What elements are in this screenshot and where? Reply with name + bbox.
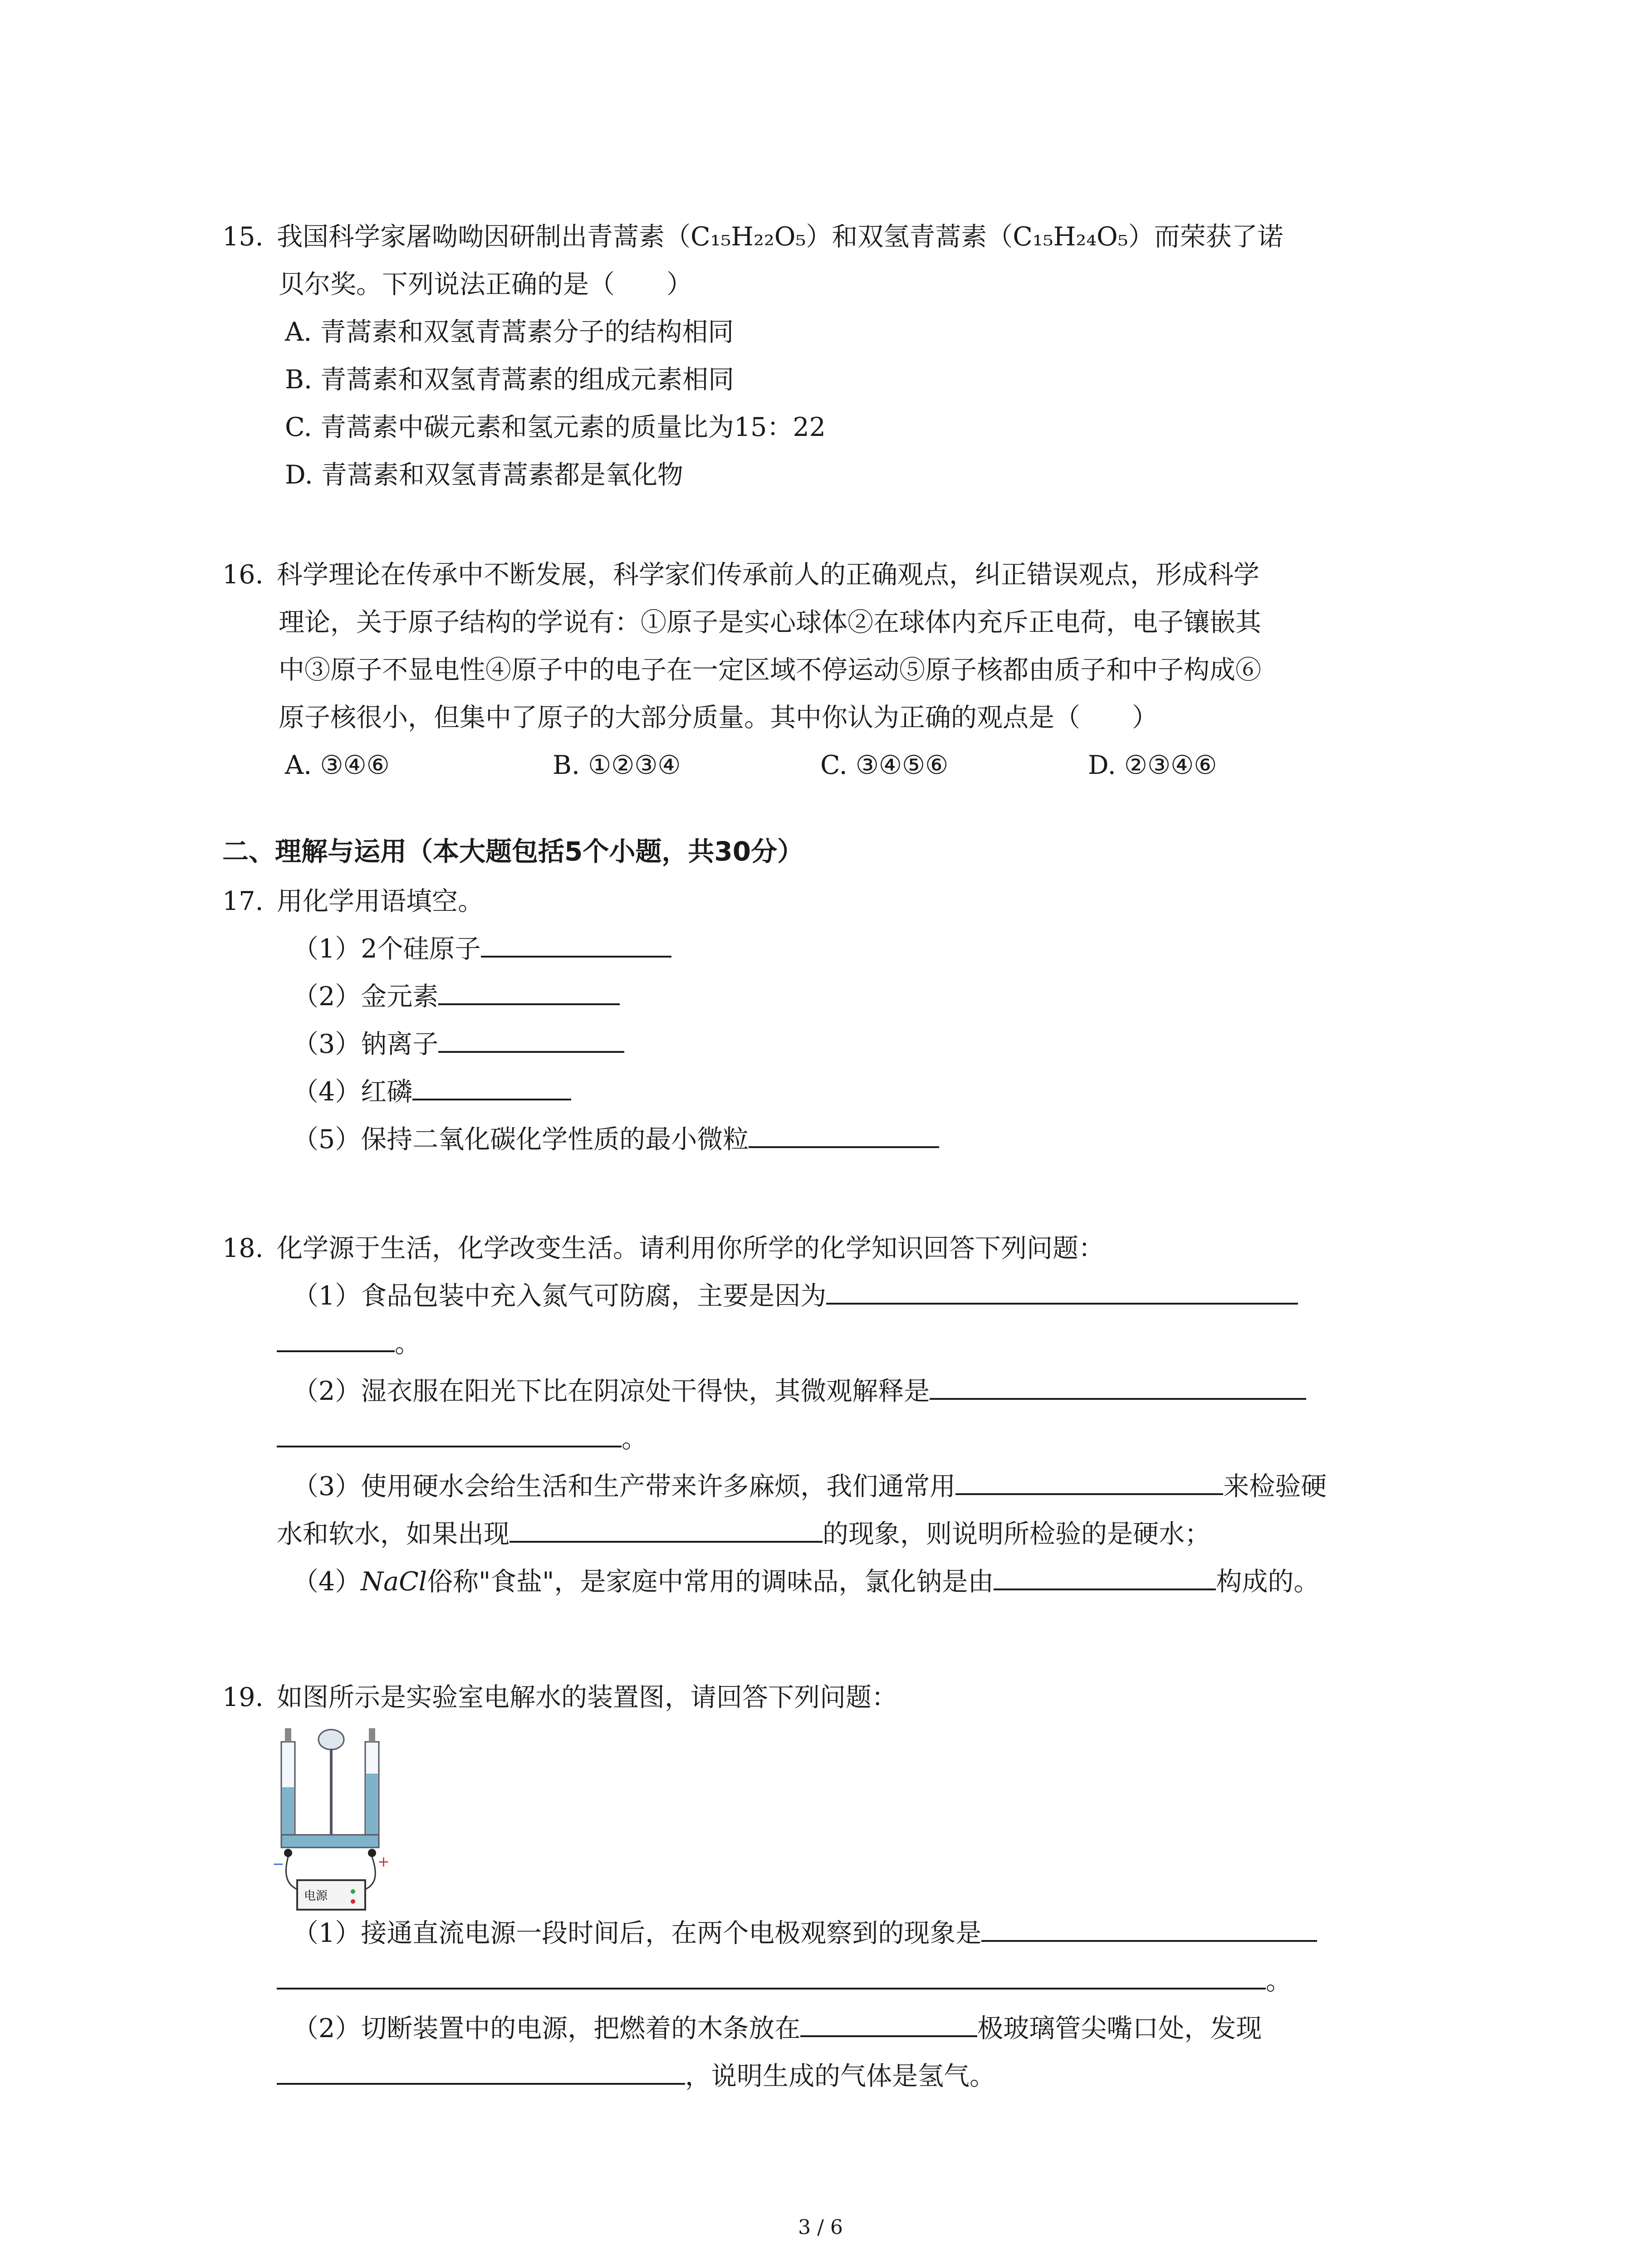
q16-number: 16. bbox=[222, 560, 264, 590]
q19-part-1-end: 。 bbox=[1266, 1966, 1292, 1996]
q18-part-3d: 的现象，则说明所检验的是硬水； bbox=[823, 1519, 1210, 1549]
q18-part-3a: （3）使用硬水会给生活和生产带来许多麻烦，我们通常用 bbox=[293, 1471, 956, 1501]
section-heading: 二、理解与运用（本大题包括5个小题，共30分） bbox=[222, 836, 804, 867]
q17-item-4: （4）红磷 bbox=[293, 1077, 413, 1107]
power-indicator-red bbox=[351, 1899, 355, 1904]
right-stopcock bbox=[369, 1728, 375, 1742]
q19-answer-blank-2b[interactable] bbox=[277, 2056, 685, 2085]
q19-answer-blank-2a[interactable] bbox=[800, 2008, 977, 2037]
q19-number: 19. bbox=[222, 1682, 264, 1712]
q17-item-5: （5）保持二氧化碳化学性质的最小微粒 bbox=[293, 1124, 749, 1154]
power-indicator-green bbox=[351, 1889, 355, 1894]
q17-stem: 用化学用语填空。 bbox=[277, 886, 484, 916]
q15-stem-line1: 我国科学家屠呦呦因研制出青蒿素（C₁₅H₂₂O₅）和双氢青蒿素（C₁₅H₂₄O₅）而荣获了诺 bbox=[277, 222, 1283, 252]
q15-option-c: C. 青蒿素中碳元素和氢元素的质量比为15：22 bbox=[285, 412, 826, 442]
q17-item-1: （1）2个硅原子 bbox=[293, 934, 481, 964]
q17-item-3: （3）钠离子 bbox=[293, 1029, 439, 1059]
q15-option-b: B. 青蒿素和双氢青蒿素的组成元素相同 bbox=[285, 365, 735, 395]
q16-option-b: B. ①②③④ bbox=[553, 750, 681, 780]
q17-answer-blank-2[interactable] bbox=[438, 976, 620, 1005]
q16-option-d: D. ②③④⑥ bbox=[1088, 750, 1217, 780]
q18-answer-blank-1b[interactable] bbox=[277, 1323, 395, 1352]
q18-part-2-end: 。 bbox=[622, 1424, 647, 1454]
q19-stem: 如图所示是实验室电解水的装置图，请回答下列问题： bbox=[277, 1682, 897, 1712]
q18-part-1-end: 。 bbox=[395, 1329, 421, 1359]
q16-option-c: C. ③④⑤⑥ bbox=[820, 750, 949, 780]
q18-answer-blank-2a[interactable] bbox=[930, 1371, 1306, 1400]
page-number: 3 / 6 bbox=[798, 2216, 843, 2239]
negative-electrode bbox=[284, 1849, 292, 1857]
q19-part-2c: ，说明生成的气体是氢气。 bbox=[685, 2061, 995, 2091]
negative-wire bbox=[286, 1857, 298, 1889]
q17-answer-blank-5[interactable] bbox=[749, 1119, 939, 1148]
question-19 bbox=[222, 1674, 1447, 1721]
q17-number: 17. bbox=[222, 886, 264, 916]
q18-answer-blank-4[interactable] bbox=[994, 1561, 1216, 1590]
q18-answer-blank-1a[interactable] bbox=[826, 1276, 1298, 1305]
question-16 bbox=[222, 551, 1447, 789]
q19-part-1: （1）接通直流电源一段时间后，在两个电极观察到的现象是 bbox=[293, 1918, 982, 1948]
question-19-parts bbox=[222, 1910, 1447, 2100]
question-17 bbox=[222, 878, 1447, 1163]
q17-answer-blank-4[interactable] bbox=[412, 1071, 571, 1100]
q16-stem-line2: 理论，关于原子结构的学说有：①原子是实心球体②在球体内充斥正电荷，电子镶嵌其 bbox=[279, 607, 1261, 637]
q15-option-a: A. 青蒿素和双氢青蒿素分子的结构相同 bbox=[285, 317, 734, 347]
reservoir-bulb bbox=[318, 1730, 344, 1750]
q17-answer-blank-3[interactable] bbox=[438, 1024, 624, 1053]
q19-answer-blank-1a[interactable] bbox=[981, 1913, 1317, 1942]
q18-stem: 化学源于生活，化学改变生活。请利用你所学的化学知识回答下列问题： bbox=[277, 1233, 1104, 1263]
plus-sign: + bbox=[377, 1853, 390, 1870]
q15-stem-line2: 贝尔奖。下列说法正确的是（ ） bbox=[279, 269, 692, 299]
left-stopcock bbox=[285, 1728, 291, 1742]
q19-part-2a: （2）切断装置中的电源，把燃着的木条放在 bbox=[293, 2014, 801, 2043]
q18-part-4a: （4） bbox=[293, 1567, 361, 1597]
minus-sign: − bbox=[272, 1855, 284, 1872]
q18-part-3b: 来检验硬 bbox=[1223, 1471, 1327, 1501]
positive-electrode bbox=[368, 1849, 376, 1857]
q15-option-d: D. 青蒿素和双氢青蒿素都是氧化物 bbox=[285, 460, 683, 490]
q16-stem-line1: 科学理论在传承中不断发展，科学家们传承前人的正确观点，纠正错误观点，形成科学 bbox=[277, 560, 1259, 590]
q16-option-a: A. ③④⑥ bbox=[285, 750, 390, 780]
q16-stem-line3: 中③原子不显电性④原子中的电子在一定区域不停运动⑤原子核都由质子和中子构成⑥ bbox=[279, 655, 1261, 685]
electrolysis-apparatus-figure bbox=[272, 1724, 390, 1928]
q18-part-3c: 水和软水，如果出现 bbox=[277, 1519, 509, 1549]
q16-stem-line4: 原子核很小，但集中了原子的大部分质量。其中你认为正确的观点是（ ） bbox=[279, 703, 1158, 733]
q19-answer-blank-1b[interactable] bbox=[277, 1960, 1266, 1989]
q17-answer-blank-1[interactable] bbox=[481, 929, 671, 958]
q16-options bbox=[222, 742, 1447, 789]
q18-part-1: （1）食品包装中充入氮气可防腐，主要是因为 bbox=[293, 1281, 827, 1311]
question-18 bbox=[222, 1225, 1447, 1606]
q18-part-2: （2）湿衣服在阳光下比在阴凉处干得快，其微观解释是 bbox=[293, 1376, 930, 1406]
positive-wire bbox=[365, 1857, 375, 1889]
q15-line1 bbox=[222, 213, 1447, 261]
question-15 bbox=[222, 213, 1447, 499]
bottom-connector bbox=[281, 1835, 379, 1848]
q19-part-2b: 极玻璃管尖嘴口处，发现 bbox=[977, 2014, 1262, 2043]
q18-answer-blank-3b[interactable] bbox=[509, 1514, 823, 1543]
q18-answer-blank-3a[interactable] bbox=[955, 1466, 1223, 1495]
q18-part-4c: 构成的。 bbox=[1216, 1567, 1320, 1597]
q18-nacl-formula: NaCl bbox=[361, 1567, 427, 1597]
q15-number: 15. bbox=[222, 222, 264, 252]
q17-item-2: （2）金元素 bbox=[293, 982, 439, 1012]
q18-part-4b: 俗称"食盐"，是家庭中常用的调味品，氯化钠是由 bbox=[426, 1567, 994, 1597]
power-supply-label: 电源 bbox=[304, 1889, 328, 1903]
q18-answer-blank-2b[interactable] bbox=[277, 1418, 622, 1447]
q18-number: 18. bbox=[222, 1233, 264, 1263]
